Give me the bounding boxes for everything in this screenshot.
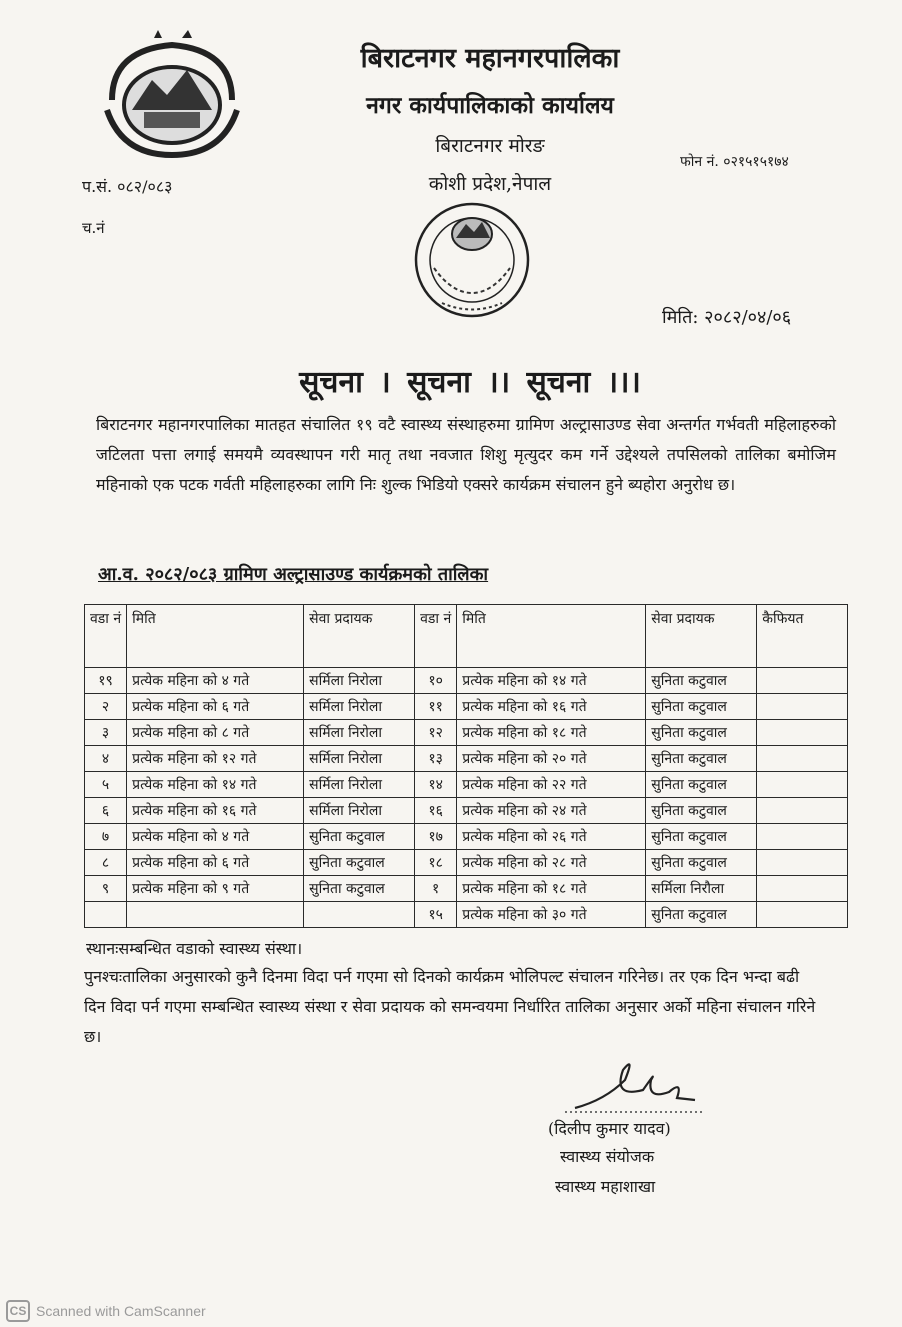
notice-title: सूचना । सूचना ।। सूचना ।।। (299, 365, 641, 400)
place-note: स्थानःसम्बन्धित वडाको स्वास्थ्य संस्था। (86, 939, 303, 958)
cell-provider: सर्मिला निरोला (304, 668, 415, 694)
office-stamp-icon (412, 198, 532, 322)
cell-remarks (757, 720, 848, 746)
cell-provider: सुनिता कटुवाल (304, 824, 415, 850)
cell-ward-2: १६ (415, 798, 457, 824)
header-remarks: कैफियत (757, 605, 848, 668)
notice-body: बिराटनगर महानगरपालिका मातहत संचालित १९ वटै स्वास्थ्य संस्थाहरुमा ग्रामिण अल्ट्रासाउण्ड सेवा अन्तर्गत गर्भवती महिलाहरुको जटिलता पत्ता लगाई समयमै व्यवस्थापन गरी मातृ तथा नवजात शिशु मृत्युदर कम गर्ने उद्देश्यले तपसिलको तालिका बमोजिम महिनाको एक पटक गर्वती महिलाहरुका लागि निः शुल्क भिडियो एक्सरे कार्यक्रम संचालन हुने ब्यहोरा अनुरोध छ। (96, 415, 836, 494)
cell-date: प्रत्येक महिना को १२ गते (127, 746, 304, 772)
cell-remarks (757, 876, 848, 902)
cell-remarks (757, 694, 848, 720)
header-date: मिति (127, 605, 304, 668)
cell-date-2: प्रत्येक महिना को १८ गते (457, 720, 646, 746)
cell-remarks (757, 772, 848, 798)
cell-ward: ७ (85, 824, 127, 850)
cell-remarks (757, 902, 848, 928)
signature-mark-icon (565, 1050, 705, 1120)
cell-ward: ५ (85, 772, 127, 798)
cell-date-2: प्रत्येक महिना को २६ गते (457, 824, 646, 850)
phone-number: फोन नं. ०२१५१५१७४ (680, 154, 789, 170)
cell-date-2: प्रत्येक महिना को २० गते (457, 746, 646, 772)
cell-remarks (757, 850, 848, 876)
cell-ward-2: १ (415, 876, 457, 902)
cell-date-2: प्रत्येक महिना को ३० गते (457, 902, 646, 928)
cell-ward: ८ (85, 850, 127, 876)
header-ward: वडा नं (85, 605, 127, 668)
office-sub: नगर कार्यपालिकाको कार्यालय (366, 92, 614, 119)
cell-date-2: प्रत्येक महिना को १८ गते (457, 876, 646, 902)
cell-ward: ९ (85, 876, 127, 902)
cn-number: च.नं (82, 219, 105, 237)
notice-date: मिति: २०८२/०४/०६ (662, 307, 792, 328)
header-ward-2: वडा नं (415, 605, 457, 668)
cell-date: प्रत्येक महिना को ९ गते (127, 876, 304, 902)
cell-provider: सर्मिला निरोला (304, 798, 415, 824)
camscanner-footer (6, 1300, 206, 1322)
schedule-table (84, 604, 848, 928)
table-title: आ.व. २०८२/०८३ ग्रामिण अल्ट्रासाउण्ड कार्यक्रमको तालिका (98, 564, 489, 585)
cell-provider-2: सुनिता कटुवाल (646, 772, 757, 798)
cell-provider: सुनिता कटुवाल (304, 876, 415, 902)
cell-provider-2: सुनिता कटुवाल (646, 746, 757, 772)
cell-provider-2: सुनिता कटुवाल (646, 694, 757, 720)
postscript-note: पुनश्चःतालिका अनुसारको कुनै दिनमा विदा पर्न गएमा सो दिनको कार्यक्रम भोलिपल्ट संचालन गरिनेछ। तर एक दिन भन्दा बढी दिन विदा पर्न गएमा सम्बन्धित स्वास्थ्य संस्था र सेवा प्रदायक को समन्वयमा निर्धारित तालिका अनुसार अर्को महिना संचालन गरिने छ। (84, 967, 816, 1046)
cell-provider (304, 902, 415, 928)
cell-provider: सर्मिला निरोला (304, 694, 415, 720)
table-header-row (85, 605, 848, 668)
signatory-dept: स्वास्थ्य महाशाखा (555, 1177, 656, 1196)
cell-ward-2: ११ (415, 694, 457, 720)
cell-provider-2: सुनिता कटुवाल (646, 850, 757, 876)
cell-date: प्रत्येक महिना को ६ गते (127, 694, 304, 720)
header-provider-2: सेवा प्रदायक (646, 605, 757, 668)
office-name: बिराटनगर महानगरपालिका (360, 43, 620, 74)
cell-date-2: प्रत्येक महिना को १६ गते (457, 694, 646, 720)
cell-ward: २ (85, 694, 127, 720)
table-row (85, 876, 848, 902)
cell-ward (85, 902, 127, 928)
cell-date: प्रत्येक महिना को ६ गते (127, 850, 304, 876)
government-emblem-icon (92, 30, 252, 160)
cell-ward-2: १८ (415, 850, 457, 876)
camscanner-logo-icon: CS (6, 1300, 30, 1322)
cell-date: प्रत्येक महिना को १६ गते (127, 798, 304, 824)
header-date-2: मिति (457, 605, 646, 668)
cell-date-2: प्रत्येक महिना को १४ गते (457, 668, 646, 694)
cell-date (127, 902, 304, 928)
cell-date: प्रत्येक महिना को ८ गते (127, 720, 304, 746)
cell-remarks (757, 746, 848, 772)
cell-provider: सर्मिला निरोला (304, 772, 415, 798)
cell-ward: ६ (85, 798, 127, 824)
cell-remarks (757, 824, 848, 850)
cell-date-2: प्रत्येक महिना को २२ गते (457, 772, 646, 798)
cell-provider: सर्मिला निरोला (304, 720, 415, 746)
office-province: कोशी प्रदेश,नेपाल (428, 173, 552, 195)
cell-provider-2: सुनिता कटुवाल (646, 720, 757, 746)
cell-provider-2: सुनिता कटुवाल (646, 824, 757, 850)
table-row (85, 772, 848, 798)
cell-ward: १९ (85, 668, 127, 694)
cell-date-2: प्रत्येक महिना को २८ गते (457, 850, 646, 876)
office-city: बिराटनगर मोरङ (435, 135, 545, 157)
cell-ward-2: १७ (415, 824, 457, 850)
table-row (85, 850, 848, 876)
table-row (85, 824, 848, 850)
cell-provider-2: सुनिता कटुवाल (646, 902, 757, 928)
cell-ward-2: १५ (415, 902, 457, 928)
cell-date-2: प्रत्येक महिना को २४ गते (457, 798, 646, 824)
cell-ward-2: १४ (415, 772, 457, 798)
table-row (85, 694, 848, 720)
cell-provider-2: सर्मिला निरौला (646, 876, 757, 902)
cell-provider: सर्मिला निरोला (304, 746, 415, 772)
cell-ward: ४ (85, 746, 127, 772)
cell-date: प्रत्येक महिना को १४ गते (127, 772, 304, 798)
table-row (85, 746, 848, 772)
table-row (85, 798, 848, 824)
cell-ward-2: १० (415, 668, 457, 694)
cell-date: प्रत्येक महिना को ४ गते (127, 824, 304, 850)
cell-remarks (757, 798, 848, 824)
cell-provider-2: सुनिता कटुवाल (646, 668, 757, 694)
cell-provider-2: सुनिता कटुवाल (646, 798, 757, 824)
signatory-title: स्वास्थ्य संयोजक (560, 1147, 655, 1166)
table-row (85, 668, 848, 694)
table-row (85, 902, 848, 928)
signatory-name: (दिलीप कुमार यादव) (548, 1119, 671, 1138)
table-row (85, 720, 848, 746)
header-provider: सेवा प्रदायक (304, 605, 415, 668)
cell-date: प्रत्येक महिना को ४ गते (127, 668, 304, 694)
cell-ward: ३ (85, 720, 127, 746)
cell-ward-2: १३ (415, 746, 457, 772)
ps-number: प.सं. ०८२/०८३ (82, 177, 173, 196)
cell-remarks (757, 668, 848, 694)
cell-provider: सुनिता कटुवाल (304, 850, 415, 876)
camscanner-text: Scanned with CamScanner (36, 1303, 206, 1319)
cell-ward-2: १२ (415, 720, 457, 746)
